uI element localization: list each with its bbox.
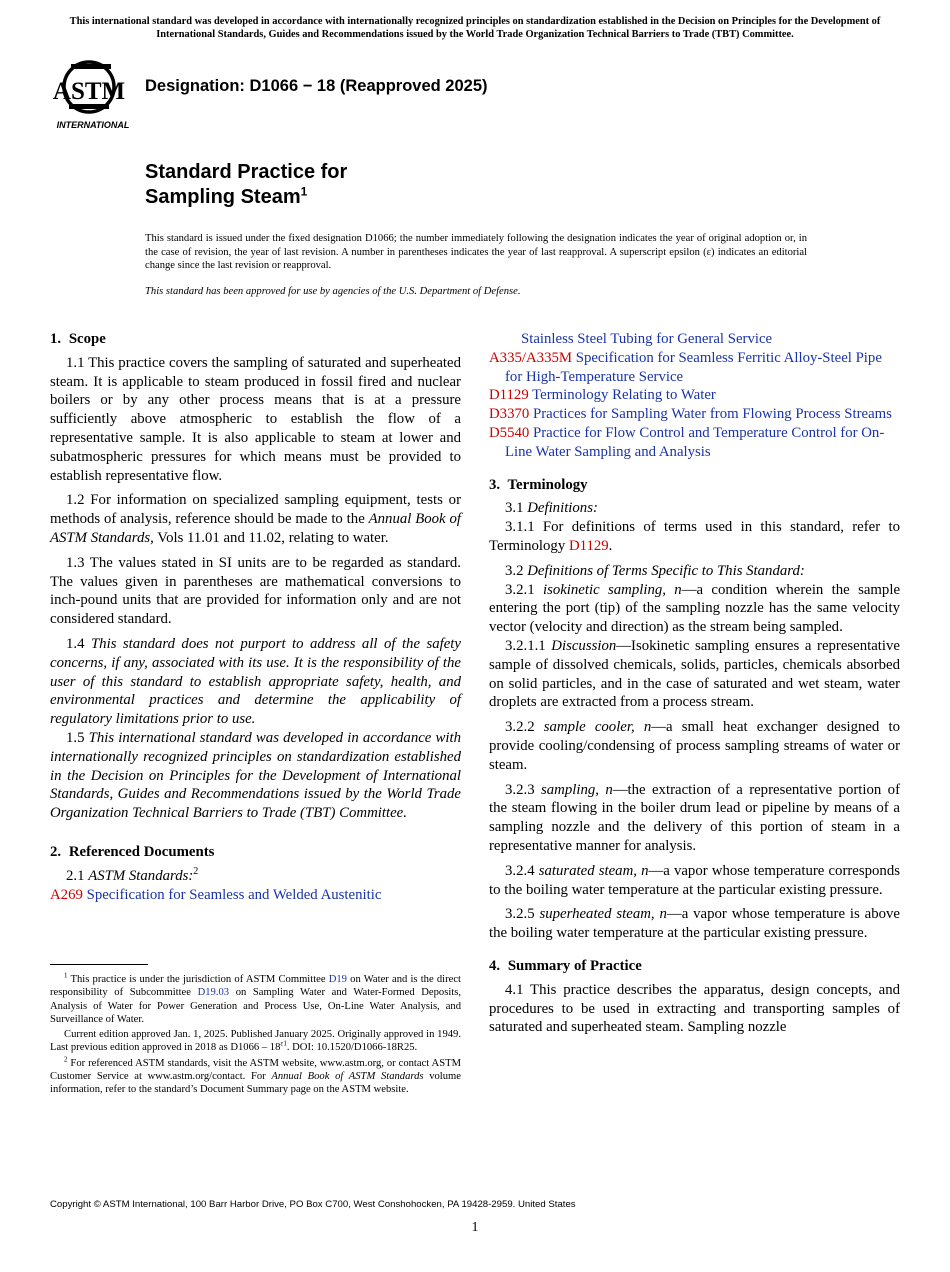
- title-line-1: Standard Practice for: [145, 161, 348, 183]
- page-number: 1: [471, 1220, 479, 1235]
- footnote-2: $^2$ For referenced ASTM standards, visit the ASTM website, www.astm.org, or contact ASTM Customer Service at www.astm.org/contact. For Annual Book of ASTM Standards volume information, refer to the standard’s Document Summary page on the ASTM website.: [50, 1055, 461, 1096]
- copyright: Copyright © ASTM International, 100 Barr Harbor Drive, PO Box C700, West Conshohocken, PA 19428-2959. United States: [50, 1199, 576, 1210]
- reference-a335[interactable]: A335/A335M Specification for Seamless Ferritic Alloy-Steel Pipe for High-Temperature Service: [489, 349, 882, 385]
- definition-superheated-steam: 3.2.5 superheated steam, n—a vapor whose temperature is above the boiling water temperature at the particular existing pressure.: [489, 906, 900, 942]
- reference-a269[interactable]: A269 Specification for Seamless and Welded Austenitic: [50, 886, 382, 903]
- link-d19-03[interactable]: D19.03: [197, 987, 230, 999]
- paragraph-1-2: 1.2 For information on specialized sampling equipment, tests or methods of analysis, reference should be made to the Annual Book of ASTM Standards, Vols 11.01 and 11.02, relating to water.: [50, 492, 461, 546]
- paragraph-1-1: 1.1 This practice covers the sampling of saturated and superheated steam. It is applicable to steam produced in fossil fired and nuclear boilers or by any other process means that is at a pressure sufficiently above atmospheric to establish the flow of a representative sample. It is also applicable to steam at lower and subatmospheric pressures for which means must be provided to establish representative flow.: [50, 354, 461, 484]
- footnotes: [50, 973, 461, 1099]
- approved-note: This standard has been approved for use by agencies of the U.S. Department of Defense.: [145, 286, 521, 297]
- paragraph-1-4: 1.4 This standard does not purport to address all of the safety concerns, if any, associated with its use. It is the responsibility of the user of this standard to establish appropriate safety, health, and environmental practices and determine the applicability of regulatory limitations prior to use.: [50, 635, 461, 728]
- section-heading-terminology: 3. Terminology: [489, 476, 588, 493]
- issued-note: This standard is issued under the fixed designation D1066; the number immediately following the designation indicates the year of original adoption or, in the case of revision, the year of last revision. A number in parentheses indicates the year of last reapproval. A superscript epsilon (ε) indicates an editorial change since the last revision or reapproval.: [145, 233, 807, 271]
- definition-sampling: 3.2.3 sampling, n—the extraction of a representative portion of the steam flowing in the boiler drum lead or pipeline by means of a sampling nozzle and the delivery of this portion of steam in a representative manner for analysis.: [489, 781, 901, 854]
- paragraph-3-2: 3.2 Definitions of Terms Specific to This Standard:: [505, 562, 805, 579]
- footnote-1-edition: Current edition approved Jan. 1, 2025. Published January 2025. Originally approved in 1949. Last previous edition approved in 2018 as $D1066 - 18^{\varepsilon 1}$. DOI: 10.1520/D1066-18R25.: [50, 1029, 461, 1054]
- left-column: [50, 330, 461, 904]
- title-line-2: Sampling Steam$^1$: [145, 184, 308, 208]
- paragraph-1-3: 1.3 The values stated in SI units are to be regarded as standard. The values given in parentheses are mathematical conversions to inch-pound units that are provided for information only and are not considered standard.: [50, 554, 461, 628]
- paragraph-4-1: 4.1 This practice describes the apparatus, design concepts, and procedures to be used in extracting and transporting samples of saturated and superheated steam. Sampling nozzle: [489, 981, 900, 1036]
- reference-d1129[interactable]: D1129 Terminology Relating to Water: [489, 387, 716, 404]
- link-d19[interactable]: D19: [328, 974, 347, 985]
- section-heading-referenced-documents: 2. Referenced Documents: [50, 843, 215, 860]
- footnote-1: $^1$ This practice is under the jurisdiction of ASTM Committee D19 on Water and is the direct responsibility of Subcommittee D19.03 on Sampling Water and Water-Formed Deposits, Analysis of Water for Power Generation and Process Use, On-Line Water Analysis, and Surveillance of Water.: [50, 971, 461, 1025]
- svg-text:ASTM: ASTM: [53, 78, 126, 105]
- definition-saturated-steam: 3.2.4 saturated steam, n—a vapor whose temperature corresponds to the boiling water temperature at the particular existing pressure.: [489, 862, 900, 898]
- definition-isokinetic-sampling: 3.2.1 isokinetic sampling, n—a condition wherein the sample entering the port (tip) of the sampling nozzle has the same velocity vector (velocity and direction) as the stream being sampled.: [489, 581, 901, 636]
- astm-logo: [53, 56, 135, 132]
- reference-a269-continued[interactable]: Stainless Steel Tubing for General Service: [521, 331, 773, 347]
- designation: Designation: D1066 − 18 (Reapproved 2025): [145, 77, 488, 95]
- reference-d5540[interactable]: D5540 Practice for Flow Control and Temperature Control for On-Line Water Sampling and Analysis: [489, 424, 885, 460]
- paragraph-3-1-1: 3.1.1 For definitions of terms used in this standard, refer to Terminology D1129.: [489, 519, 900, 554]
- footnote-rule: [50, 964, 148, 965]
- paragraph-3-1: 3.1 Definitions:: [505, 500, 598, 517]
- paragraph-1-5: 1.5 This international standard was developed in accordance with internationally recognized principles on standardization established in the Decision on Principles for the Development of International Standards, Guides and Recommendations issued by the World Trade Organization Technical Barriers to Trade (TBT) Committee.: [50, 729, 461, 822]
- wto-note: This international standard was developed in accordance with internationally recognized principles on standardization established in the Decision on Principles for the Development of International Standards, Guides and Recommendations issued by the World Trade Organization Technical Barriers to Trade (TBT) Committee.: [69, 16, 881, 40]
- section-heading-summary: 4. Summary of Practice: [489, 957, 642, 974]
- right-column: [489, 330, 900, 1043]
- link-d1129[interactable]: D1129: [568, 537, 609, 554]
- reference-d3370[interactable]: D3370 Practices for Sampling Water from Flowing Process Streams: [489, 406, 892, 423]
- title-footnote-mark: 1: [300, 184, 308, 199]
- logo-wordmark: INTERNATIONAL: [56, 120, 130, 130]
- definition-sample-cooler: 3.2.2 sample cooler, n—a small heat exchanger designed to provide cooling/condensing of process sampling streams of water or steam.: [489, 719, 900, 773]
- paragraph-2-1: 2.1 ASTM Standards:$^2$: [66, 865, 199, 884]
- section-heading-scope: 1. Scope: [50, 331, 106, 347]
- definition-discussion: 3.2.1.1 Discussion—Isokinetic sampling ensures a representative sample of dissolved chemicals, solids, particles, chemicals absorbed on solid particles, and in the case of saturated and wet steam, water droplets are extracted from a process stream.: [489, 637, 900, 711]
- document-title: [145, 160, 347, 210]
